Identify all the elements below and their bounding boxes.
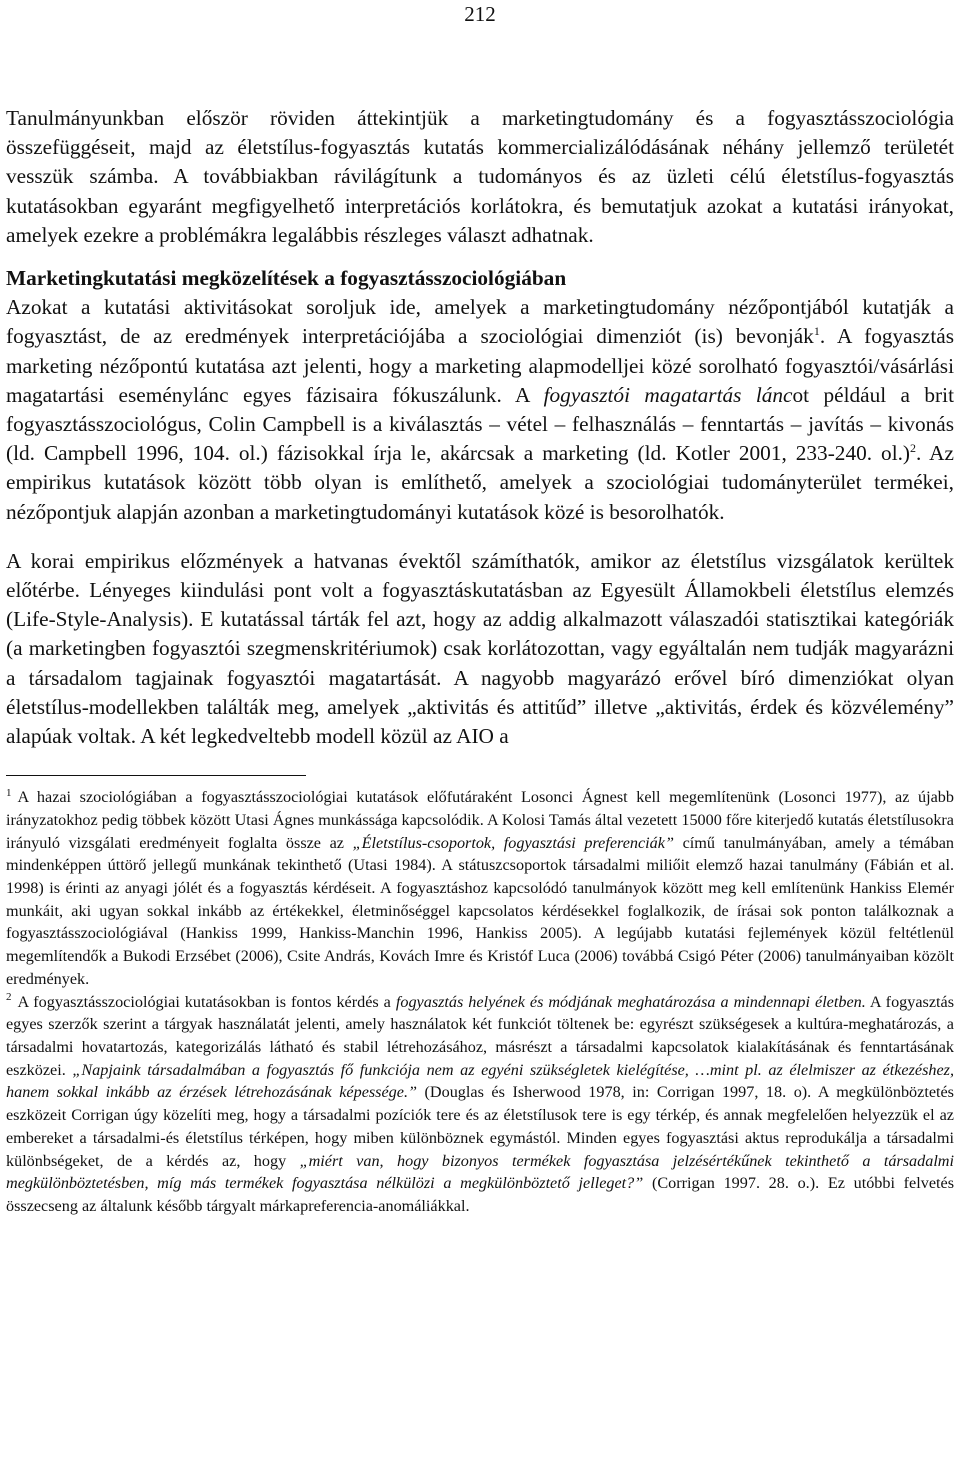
footnote-2-text-a: A fogyasztásszociológiai kutatásokban is fontos kérdés a <box>17 992 396 1011</box>
para1-text-d: . Az empirikus kutatások között több olyan is említhető, amelyek a szociológiai tudományterület termékei, nézőpontjuk alapján azonban a marketingtudományi kutatások közé is besorolhatók. <box>6 441 954 524</box>
para1-text-b: . A fogyasztás marketing nézőpontú kutatása azt jelenti, hogy a marketing alapmodelljei közé sorolható fogyasztói/vásárlási magatartási eseménylánc egyes fázisaira fókuszálunk. A <box>6 324 954 407</box>
footnote-1-text-a: A hazai szociológiában a fogyasztásszociológiai kutatások előfutáraként Losonci Ágnest kell megemlítenünk (Losonci 1977), az újabb irányzatokhoz pedig többek között Utasi Ágnes munkássága kapcsolódik. A Kolosi Tamás által vezetett 15000 főre kiterjedő kutatás életstílusokra irányuló vizsgálati eredményeit foglalta össze az <box>6 788 954 852</box>
para1-text-c: ot például a brit fogyasztásszociológus, Colin Campbell is a kiválasztás – vétel – felhasználás – fenntartás – javítás – kivonás (ld. Campbell 1996, 104. ol.) fázisokkal írja le, akárcsak a marketing (ld. Kotler 2001, 233-240. ol.) <box>6 382 954 466</box>
intro-paragraph: Tanulmányunkban először röviden áttekintjük a marketingtudomány és a fogyasztásszociológia összefüggéseit, majd az életstílus-fogyasztás kutatás kommercializálódásának néhány jellemző területét vesszük számba. A továbbiakban rávilágítunk a tudományos és az üzleti célú életstílus-fogyasztás kutatásokban egyaránt megfigyelhető interpretációs korlátokra, és bemutatjuk azokat a kutatási irányokat, amelyek ezekre a problémákra legalábbis részleges választ adhatnak. <box>6 106 954 247</box>
footnote-2-text-d: (Corrigan 1997. 28. o.). Ez utóbbi felvetés összecseng az általunk később tárgyalt márkapreferencia-anomáliákkal. <box>6 1174 954 1215</box>
body-paragraph-2: A korai empirikus előzmények a hatvanas évektől számíthatók, amikor az életstílus vizsgálatok kerültek előtérbe. Lényeges kiindulási pont volt a fogyasztáskutatásban az Egyesült Államokbeli életstílus elemzés (Life-Style-Analysis). E kutatással tárták fel azt, hogy az addig alkalmazott válaszadói statisztikai kategóriák (a marketingben fogyasztói szegmenskritériumok) csak korlátozottan, vagy egyáltalán nem tudják magyarázni a társadalom tagjainak fogyasztói magatartását. A nagyobb magyarázó erővel bíró dimenziókat olyan életstílus-modellekben találták meg, amelyek „aktivitás és attitűd” illetve „aktivitás, érdek és közvélemény” alapúak voltak. A két legkedveltebb modell közül az AIO a <box>6 548 954 749</box>
para1-text-a: Azokat a kutatási aktivitásokat soroljuk ide, amelyek a marketingtudomány nézőpontjából kutatják a fogyasztást, de az eredmények interpretációjába a szociológiai dimenziót (is) bevonják <box>6 295 954 349</box>
footnote-2-text-b: A fogyasztás egyes szerzők szerint a tárgyak használatát jelenti, amely használatok két funkciót töltenek be: egyrészt szükségesek a kultúra-meghatározás, a társadalmi hovatartozás, kategorizálás látható és stabil létrehozásához, másrészt a társadalmi kapcsolatok kialakításának és fenntartásának eszközei. <box>6 992 954 1079</box>
footnote-1 <box>6 786 954 990</box>
footnote-1-text-b: című tanulmányában, amely a témában mindenképpen úttörő jellegű munkának tekinthető (Utasi 1984). A státuszcsoportok társadalmi miliőit elemző hazai tanulmány (Fábián et al. 1998) is érinti az anyagi jólét és a fogyasztás kérdéseit. A fogyasztáshoz kapcsolódó tanulmányok között meg kell említenünk Hankiss Elemér munkáit, aki ugyan sokkal inkább az értékekkel, életminőséggel kapcsolatos kérdésekkel foglalkozik, de írásai sok ponton találkoznak a fogyasztásszociológiával (Hankiss 1999, Hankiss-Manchin 1996, Hankiss 2005). A legújabb kutatási fejlemények közül feltétlenül megemlítendők a Bukodi Erzsébet (2006), Csite András, Kovách Imre és Kristóf Luca (2006) továbbá Csigó Péter (2006) tanulmányaiban közölt eredmények. <box>6 833 954 988</box>
footnote-separator <box>6 775 306 776</box>
section-heading: Marketingkutatási megközelítések a fogyasztásszociológiában <box>6 266 567 291</box>
page-number: 212 <box>464 2 496 26</box>
footnote-1-mark: 1 <box>6 786 12 799</box>
footnote-1-italic: „Életstílus-csoportok, fogyasztási preferenciák” <box>352 833 674 852</box>
footnote-2-italic-b: „Napjaink társadalmában a fogyasztás fő funkciója nem az egyéni szükségletek kielégítése, …mint pl. az élelmiszer az étkezéshez, hanem sokkal inkább az érzések létrehozásának képessége.” <box>6 1060 954 1102</box>
footnote-ref-1[interactable]: 1 <box>813 324 820 339</box>
footnote-2-italic-a: fogyasztás helyének és módjának meghatározása a mindennapi életben. <box>395 992 866 1011</box>
footnote-2-italic-c: „miért van, hogy bizonyos termékek fogyasztása jelzésértékűnek tekinthető a társadalmi megkülönböztetésben, míg más termékek fogyasztása nélkülözi a megkülönböztető jelleget?” <box>6 1151 954 1193</box>
body-paragraph-1 <box>6 293 954 527</box>
footnote-2-mark: 2 <box>6 991 12 1004</box>
footnote-2 <box>6 991 954 1218</box>
para1-italic-term: fogyasztói magatartás lánc <box>543 382 793 407</box>
page-body <box>6 104 954 1218</box>
footnote-2-text-c: (Douglas és Isherwood 1978, in: Corrigan 1997, 18. o). A megkülönböztetés eszközeit Corrigan úgy közelíti meg, hogy a társadalmi pozíciók tere és az életstílusok tere is egy térkép, és annak megfelelően helyezzük el az embereket a társadalmi-és életstílus térképen, hogy miben különböznek egymástól. Minden egyes fogyasztási aktus reprodukálja a társadalmi különbségeket, de a kérdés az, hogy <box>6 1083 954 1170</box>
footnote-ref-2[interactable]: 2 <box>910 441 917 456</box>
